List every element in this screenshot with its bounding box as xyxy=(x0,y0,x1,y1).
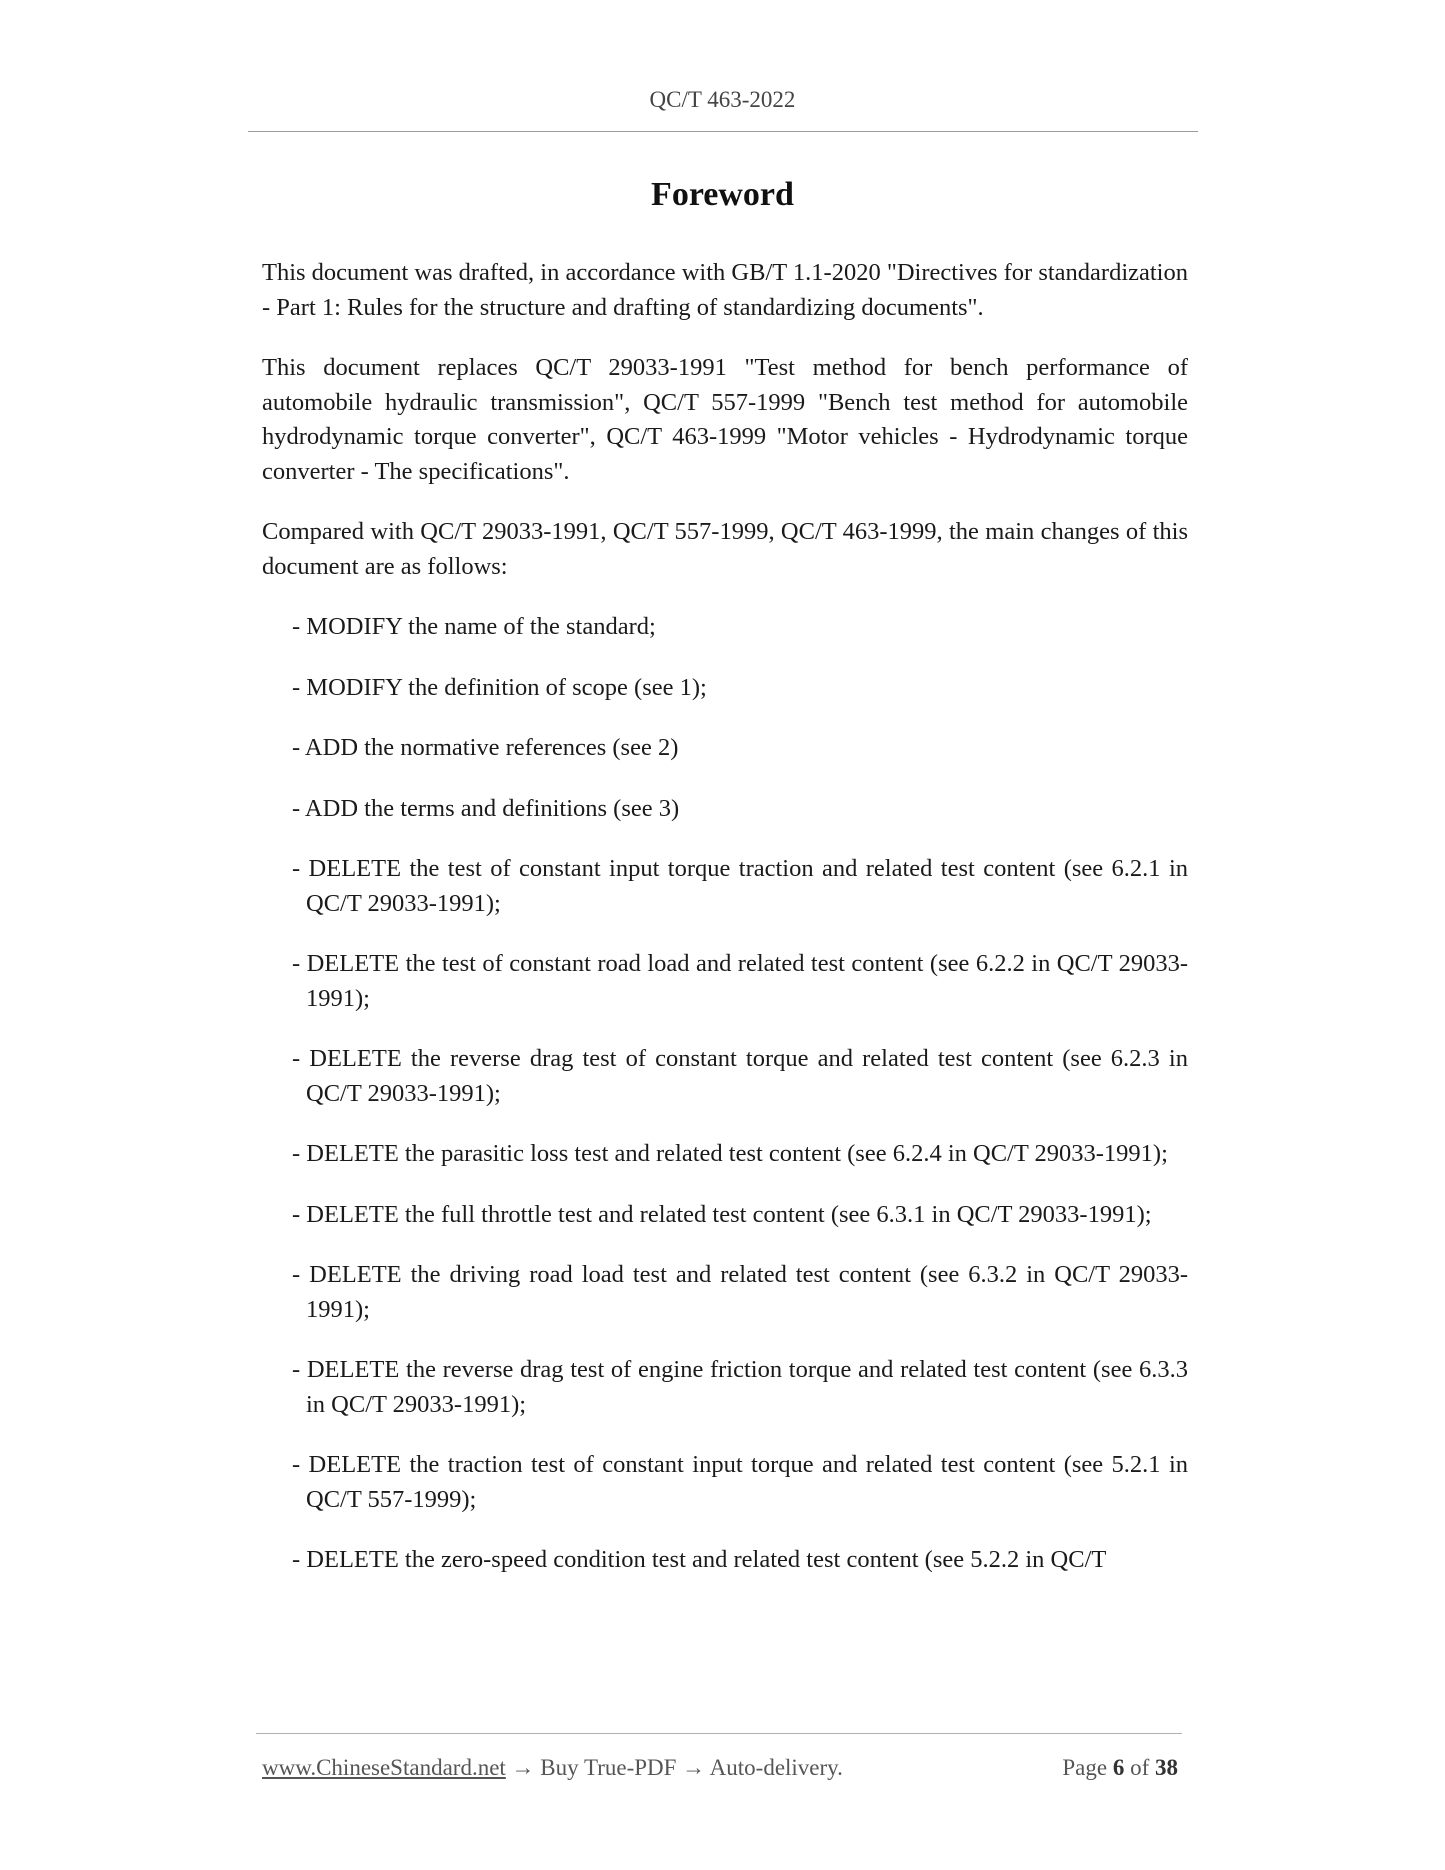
document-code: QC/T 463-2022 xyxy=(649,87,796,112)
list-item: - DELETE the full throttle test and related test content (see 6.3.1 in QC/T 29033-1991); xyxy=(292,1200,1152,1228)
paragraph-main-changes: Compared with QC/T 29033-1991, QC/T 557-1999, QC/T 463-1999, the main changes of this document are as follows: xyxy=(262,518,1188,580)
page-label: Page xyxy=(1062,1755,1108,1780)
page-title: Foreword xyxy=(651,176,794,213)
list-item: - ADD the terms and definitions (see 3) xyxy=(292,794,680,822)
page-indicator xyxy=(1062,1752,1178,1784)
page-number: 6 xyxy=(1112,1755,1125,1780)
site-link[interactable]: www.ChineseStandard.net xyxy=(262,1755,506,1780)
list-item: - DELETE the parasitic loss test and related test content (see 6.2.4 in QC/T 29033-1991); xyxy=(292,1140,1168,1167)
list-item: - DELETE the zero-speed condition test and related test content (see 5.2.2 in QC/T xyxy=(292,1546,1107,1573)
total-pages: 38 xyxy=(1155,1755,1178,1780)
list-item: - ADD the normative references (see 2) xyxy=(292,734,679,761)
paragraph-replaces: This document replaces QC/T 29033-1991 "Test method for bench performance of automobile hydraulic transmission", QC/T 557-1999 "Bench test method for automobile hydrodynamic torque converter", QC/T 463-1999 "Motor vehicles - Hydrodynamic torque converter - The specifications". xyxy=(262,354,1188,485)
changes-list xyxy=(262,610,1188,1578)
list-item: - DELETE the test of constant input torque traction and related test content (see 6.2.1 in QC/T 29033-1991); xyxy=(292,855,1188,917)
list-item: - DELETE the reverse drag test of constant torque and related test content (see 6.2.3 in QC/T 29033-1991); xyxy=(292,1045,1188,1107)
footer-divider xyxy=(256,1733,1182,1734)
paragraph-drafting-rules: This document was drafted, in accordance with GB/T 1.1-2020 "Directives for standardization - Part 1: Rules for the structure and drafting of standardizing documents". xyxy=(262,259,1188,321)
list-item: - MODIFY the name of the standard; xyxy=(292,613,656,640)
list-item: - DELETE the driving road load test and related test content (see 6.3.2 in QC/T 29033-1991); xyxy=(292,1261,1188,1323)
list-item: - DELETE the reverse drag test of engine friction torque and related test content (see 6.3.3 in QC/T 29033-1991); xyxy=(292,1356,1188,1418)
footer-promo-text: → Buy True-PDF → Auto-delivery. xyxy=(505,1755,843,1780)
document-body xyxy=(262,256,1188,1604)
header-divider xyxy=(248,131,1198,132)
footer-promo xyxy=(262,1752,843,1784)
of-label: of xyxy=(1130,1755,1150,1780)
list-item: - DELETE the test of constant road load and related test content (see 6.2.2 in QC/T 29033-1991); xyxy=(292,950,1188,1012)
page-header xyxy=(0,84,1445,116)
list-item: - MODIFY the definition of scope (see 1); xyxy=(292,673,707,701)
list-item: - DELETE the traction test of constant input torque and related test content (see 5.2.1 in QC/T 557-1999); xyxy=(292,1451,1188,1513)
